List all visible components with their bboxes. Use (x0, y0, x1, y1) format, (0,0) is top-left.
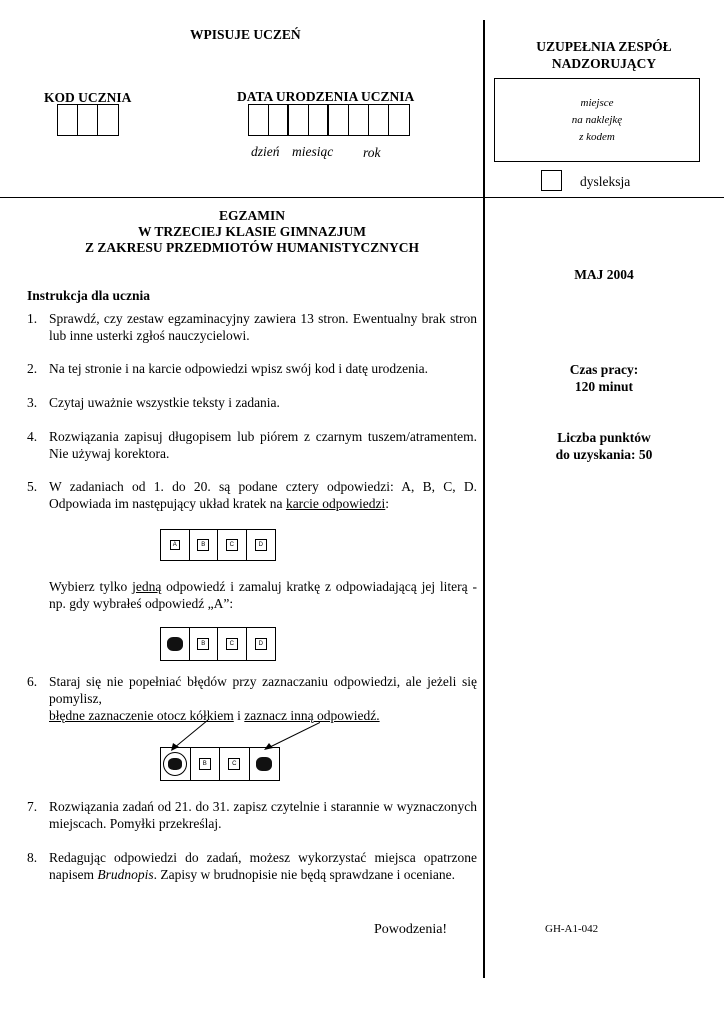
points-info: Liczba punktów do uzyskania: 50 (555, 430, 653, 462)
student-code-label: KOD UCZNIA (44, 90, 132, 105)
instruction-5-choose: Wybierz tylko jedną odpowiedź i zamaluj kratkę z odpowiadającą jej literą - np. gdy wybrałeś odpowiedź „A”: (49, 579, 477, 611)
new-mark (256, 757, 272, 771)
sticker-area: miejsce na naklejkę z kodem (494, 78, 700, 162)
instruction-2: 2. Na tej stronie i na karcie odpowiedzi wpisz swój kod i datę urodzenia. (27, 361, 429, 376)
time-info: Czas pracy: 120 minut (569, 362, 639, 394)
month-label: miesiąc (292, 144, 334, 159)
student-fills-label: WPISUJE UCZEŃ (190, 27, 301, 42)
dyslexia-checkbox[interactable] (541, 170, 562, 191)
instruction-5: 5. W zadaniach od 1. do 20. są podane cztery odpowiedzi: A, B, C, D. Odpowiada im następujący układ kratek na karcie odpowiedzi: (27, 479, 477, 511)
exam-title: EGZAMIN W TRZECIEJ KLASIE GIMNAZJUM Z ZAKRESU PRZEDMIOTÓW HUMANISTYCZNYCH (85, 208, 419, 255)
exam-code: GH-A1-042 (545, 923, 599, 935)
header-divider (0, 197, 724, 198)
good-luck: Powodzenia! (374, 922, 448, 937)
instruction-1: 1. Sprawdź, czy zestaw egzaminacyjny zawiera 13 stron. Ewentualny brak stron lub inne usterki zgłoś nauczycielowi. (27, 311, 477, 343)
instruction-4: 4. Rozwiązania zapisuj długopisem lub piórem z czarnym tuszem/atramentem. Nie używaj korektora. (27, 429, 477, 461)
filled-mark (167, 637, 183, 651)
answer-grid-example: A B C D (160, 529, 276, 561)
instruction-3: 3. Czytaj uważnie wszystkie teksty i zadania. (27, 395, 280, 410)
instruction-7: 7. Rozwiązania zadań od 21. do 31. zapisz czytelnie i starannie w wyznaczonych miejscach. Pomyłki przekreślaj. (27, 799, 477, 831)
birth-date-label: DATA URODZENIA UCZNIA (237, 89, 415, 104)
dyslexia-label: dysleksja (580, 174, 631, 189)
instructions-heading: Instrukcja dla ucznia (27, 288, 151, 303)
answer-grid-filled: B C D (160, 627, 276, 661)
year-label: rok (363, 145, 381, 160)
instruction-8: 8. Redagując odpowiedzi do zadań, możesz wykorzystać miejsca opatrzone napisem Brudnopis. Zapisy w brudnopisie nie będą sprawdzane i oceniane. (27, 850, 477, 882)
answer-grid-corrected: B C (160, 747, 280, 781)
column-divider (483, 20, 485, 978)
exam-session: MAJ 2004 (574, 267, 634, 282)
day-label: dzień (251, 144, 280, 159)
team-fills-label: UZUPEŁNIA ZESPÓŁ NADZORUJĄCY (536, 39, 672, 71)
birth-date-boxes[interactable] (248, 104, 410, 136)
student-code-boxes[interactable] (57, 104, 119, 136)
instruction-6: 6. Staraj się nie popełniać błędów przy zaznaczaniu odpowiedzi, ale jeżeli się pomylisz, błędne zaznaczenie otocz kółkiem i zaznacz inną odpowiedź. (27, 674, 477, 723)
